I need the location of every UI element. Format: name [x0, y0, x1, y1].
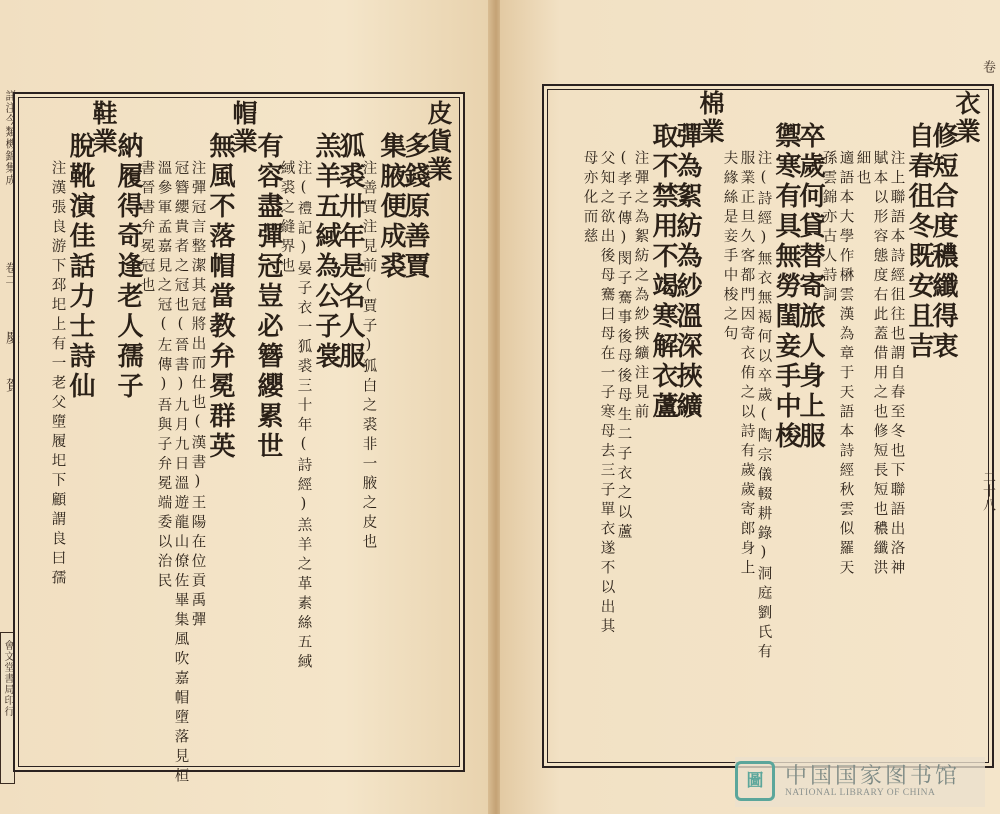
right-page: [500, 0, 1000, 814]
right-column-note: 注彈之為絮紡之為紗挾纊注見前: [632, 150, 649, 423]
right-column-main: 禦寒有具無勞閨妾手中梭: [771, 122, 801, 452]
right-column-main: 彈為絮紡為紗溫深挾纊: [672, 122, 702, 422]
left-column-main: 有容盡彈冠豈必簪纓累世: [253, 132, 283, 462]
left-column-note: 冠簪纓貴者之冠也(晉書)九月九日溫遊龍山僚佐畢集風吹嘉帽墮落見桓: [172, 160, 189, 787]
right-column-note: 注上聯語本詩經徂往也謂自春至冬也下聯語出洛神: [888, 150, 905, 579]
left-column-main: 脫靴演佳話力士詩仙: [65, 132, 95, 402]
left-column-note: 注(禮記)晏子衣一狐裘三十年(詩經)羔羊之革素絲五緎: [295, 160, 312, 673]
right-column-note: 適語本大學作楙雲漢為章于天語本詩經秋雲似羅天: [837, 150, 854, 579]
left-column-main: 多錢原善賈: [400, 132, 430, 282]
left-column-note: 注彈冠言整潔其冠將出而仕也(漢書)王陽在位貢禹彈: [189, 160, 206, 631]
right-column-main: 自春徂冬既安且吉: [904, 122, 934, 362]
library-watermark: [735, 757, 985, 807]
right-column-note: 細也: [854, 150, 871, 189]
left-column-note: 注善賈注見前(賈子)狐白之裘非一腋之皮也: [360, 160, 377, 553]
left-column-note: 書晉書弁冕冠也: [138, 160, 155, 297]
right-column-main: 卒歲何貸替寄旅人身上服: [795, 122, 825, 452]
right-column-note: 注(詩經)無衣無褐何以卒歲(陶宗儀輟耕錄)洞庭劉氏有: [755, 150, 772, 663]
right-column-note: 服業正旦久客都門因寄衣侑之以詩有歲歲寄郎身上: [738, 150, 755, 579]
watermark-english-name: NATIONAL LIBRARY OF CHINA: [785, 788, 936, 798]
right-column-note: 父知之欲出後母騫曰母在一子寒母去三子單衣遂不以出其: [598, 150, 615, 638]
left-column-note: 緎裘之縫界也: [278, 160, 295, 277]
left-column-main: 集腋便成裘: [376, 132, 406, 282]
right-column-note: 賦本以形容態度右此蓋借用之也修短長短也穠纖洪: [871, 150, 888, 579]
right-column-head: 棉業: [696, 90, 725, 146]
left-edge-he: 賀: [4, 378, 20, 393]
right-column-note: 孫雲錦亦古人詩詞: [820, 150, 837, 306]
right-edge-page-number: 二十八: [980, 470, 995, 512]
left-column-note: 注漢張良游下邳圯上有一老父墮履圯下顧謂良曰孺: [49, 160, 66, 589]
left-page: [0, 0, 493, 814]
left-column-head: 鞋業: [89, 100, 118, 156]
left-edge-qing: 慶: [4, 330, 20, 345]
right-column-main: 修短合度穠纖得衷: [928, 122, 958, 362]
right-edge-volume: 卷: [980, 60, 995, 74]
left-column-main: 納履得奇逢老人孺子: [113, 132, 143, 402]
left-edge-volume: 卷二: [4, 262, 17, 286]
watermark-chinese-name: 中国国家图书馆: [785, 764, 961, 789]
left-column-head: 皮貨業: [424, 100, 453, 184]
right-column-note: (孝子傳)閔子騫事後母後母生二子衣之以蘆: [615, 150, 632, 543]
left-column-main: 羔羊五緎為公子裳: [311, 132, 341, 372]
left-column-note: 溫參軍孟嘉見之冠(左傳)吾與子弁冕端委以治民: [155, 160, 172, 592]
left-column-head: 帽業: [229, 100, 258, 156]
right-column-main: 取不禁用不竭寒解衣蘆: [648, 122, 678, 422]
left-column-main: 狐裘卅年是名人服: [335, 132, 365, 372]
library-logo-icon: 圖: [735, 761, 775, 801]
right-column-note: 夫緣絲是妾手中梭之句: [721, 150, 738, 345]
right-column-head: 衣業: [952, 90, 981, 146]
left-edge-publisher: 會文堂書局印行: [2, 640, 13, 717]
left-edge-title: 詳注今類機錦集成: [4, 90, 17, 186]
left-column-main: 無風不落帽當教弁冕群英: [205, 132, 235, 462]
right-column-note: 母亦化而慈: [581, 150, 598, 248]
